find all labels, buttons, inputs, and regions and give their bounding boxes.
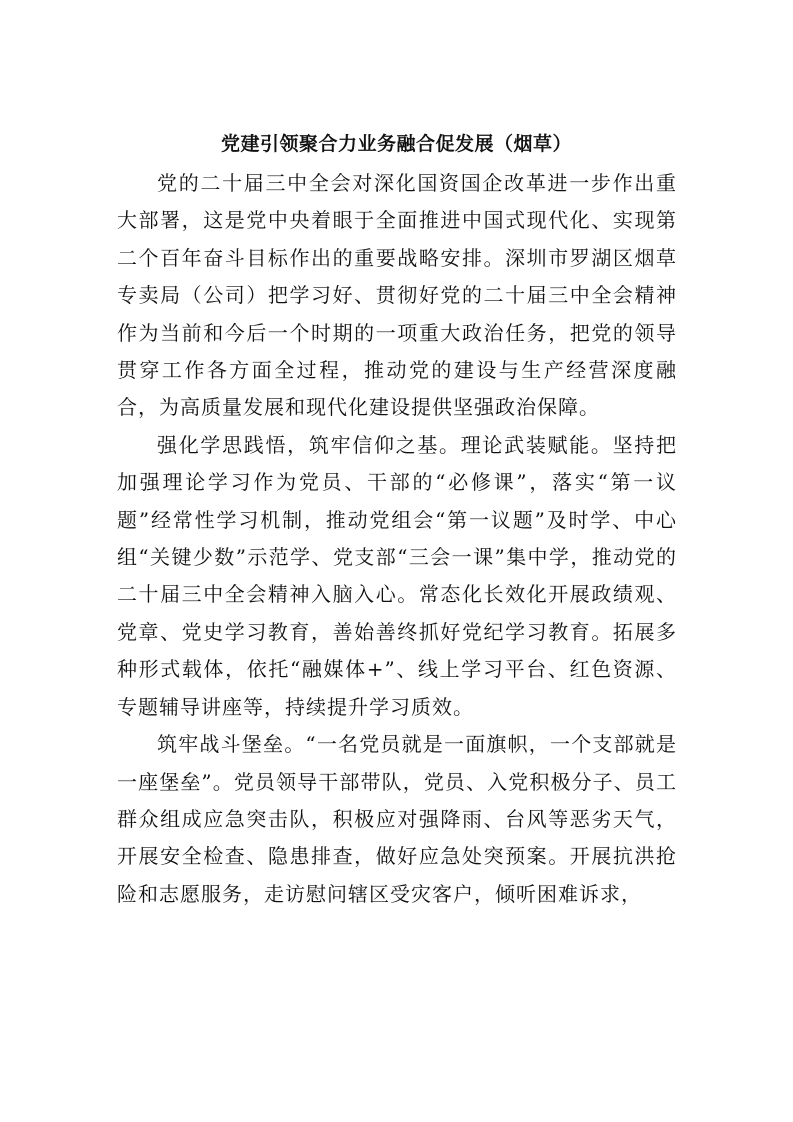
document-body bbox=[117, 165, 677, 913]
document-title: 党建引领聚合力业务融合促发展（烟草） bbox=[220, 133, 572, 155]
paragraph-intro: 党的二十届三中全会对深化国资国企改革进一步作出重大部署，这是党中央着眼于全面推进中国式现代化、实现第二个百年奋斗目标作出的重要战略安排。深圳市罗湖区烟草专卖局（公司）把学习好、贯彻好党的二十届三中全会精神作为当前和今后一个时期的一项重大政治任务，把党的领导贯穿工作各方面全过程，推动党的建设与生产经营深度融合，为高质量发展和现代化建设提供坚强政治保障。 bbox=[117, 171, 677, 420]
paragraph-fortress: 筑牢战斗堡垒。“一名党员就是一面旗帜，一个支部就是一座堡垒”。党员领导干部带队，党员、入党积极分子、员工群众组成应急突击队，积极应对强降雨、台风等恶劣天气，开展安全检查、隐患排查，做好应急处突预案。开展抗洪抢险和志愿服务，走访慰问辖区受灾客户，倾听困难诉求， bbox=[117, 732, 677, 906]
paragraph-study: 强化学思践悟，筑牢信仰之基。理论武装赋能。坚持把加强理论学习作为党员、干部的“必修课”，落实“第一议题”经常性学习机制，推动党组会“第一议题”及时学、中心组“关键少数”示范学、党支部“三会一课”集中学，推动党的二十届三中全会精神入脑入心。常态化长效化开展政绩观、党章、党史学习教育，善始善终抓好党纪学习教育。拓展多种形式载体，依托“融媒体+”、线上学习平台、红色资源、专题辅导讲座等，持续提升学习质效。 bbox=[117, 432, 677, 719]
